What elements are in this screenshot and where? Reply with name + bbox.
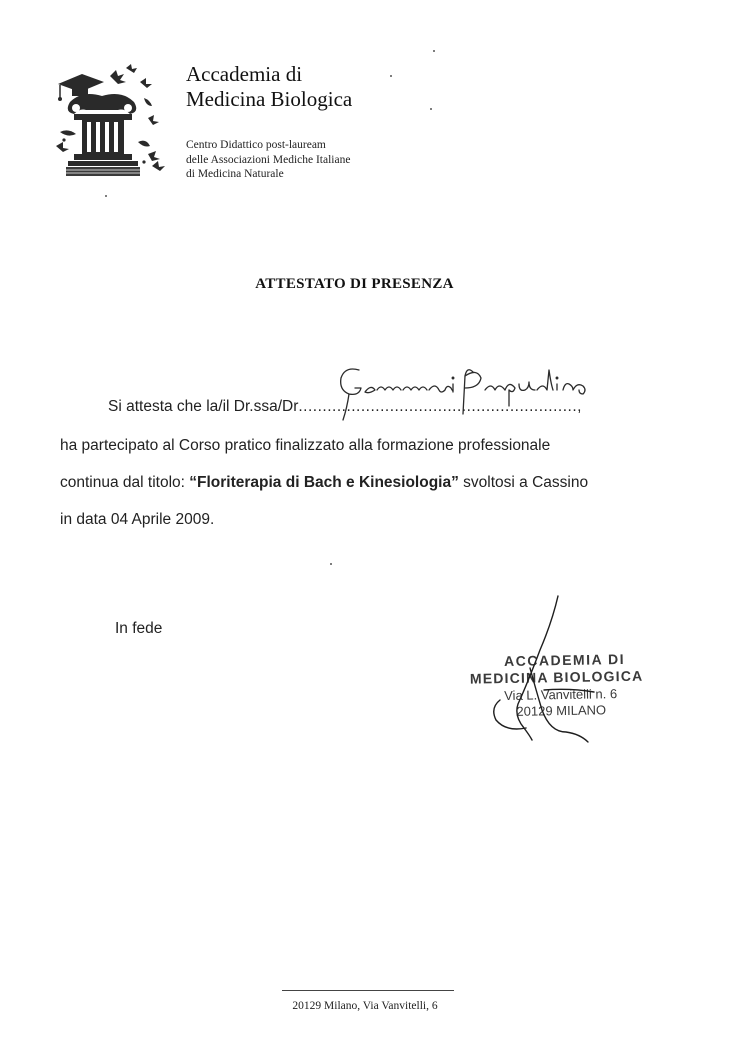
academy-logo-icon [52, 62, 168, 180]
handwritten-name-signature [325, 362, 615, 424]
stamp-line3: Via L. Vanvitelli n. 6 [504, 686, 618, 704]
scan-speck [430, 108, 432, 110]
attestation-text-line2: ha partecipato al Corso pratico finalizzato alla formazione professionale [60, 437, 551, 454]
org-name-line1: Accademia di [186, 62, 303, 86]
in-fede-label: In fede [115, 620, 163, 637]
organization-subtitle [186, 138, 486, 182]
attestation-text-line3 [60, 474, 588, 492]
org-sub-line2: delle Associazioni Mediche Italiane [186, 153, 351, 166]
stamp-line4: 20129 MILANO [516, 702, 607, 719]
director-signature [470, 592, 620, 750]
name-dotted-line: .......................................................... [298, 398, 578, 415]
stamp-line2: MEDICINA BIOLOGICA [469, 667, 644, 687]
organization-name [186, 62, 486, 112]
attestation-comma: , [577, 398, 582, 415]
course-prefix: continua dal titolo: [60, 474, 190, 491]
org-sub-line3: di Medicina Naturale [186, 168, 284, 180]
footer-divider [282, 990, 454, 991]
attestation-date-line: in data 04 Aprile 2009. [60, 511, 215, 528]
scan-speck [433, 50, 435, 52]
document-title: ATTESTATO DI PRESENZA [255, 276, 454, 292]
footer-address: 20129 Milano, Via Vanvitelli, 6 [292, 1000, 438, 1012]
scan-speck [390, 75, 392, 77]
scan-speck [105, 195, 107, 197]
course-location: svoltosi a Cassino [458, 474, 589, 491]
org-sub-line1: Centro Didattico post-lauream [186, 139, 326, 151]
org-name-line2: Medicina Biologica [186, 87, 353, 111]
course-title: “Floriterapia di Bach e Kinesiologia” [189, 474, 459, 491]
stamp-line1: ACCADEMIA DI [503, 650, 626, 670]
scan-speck [330, 563, 332, 565]
attestation-prefix: Si attesta che la/il Dr.ssa/Dr [108, 398, 299, 415]
